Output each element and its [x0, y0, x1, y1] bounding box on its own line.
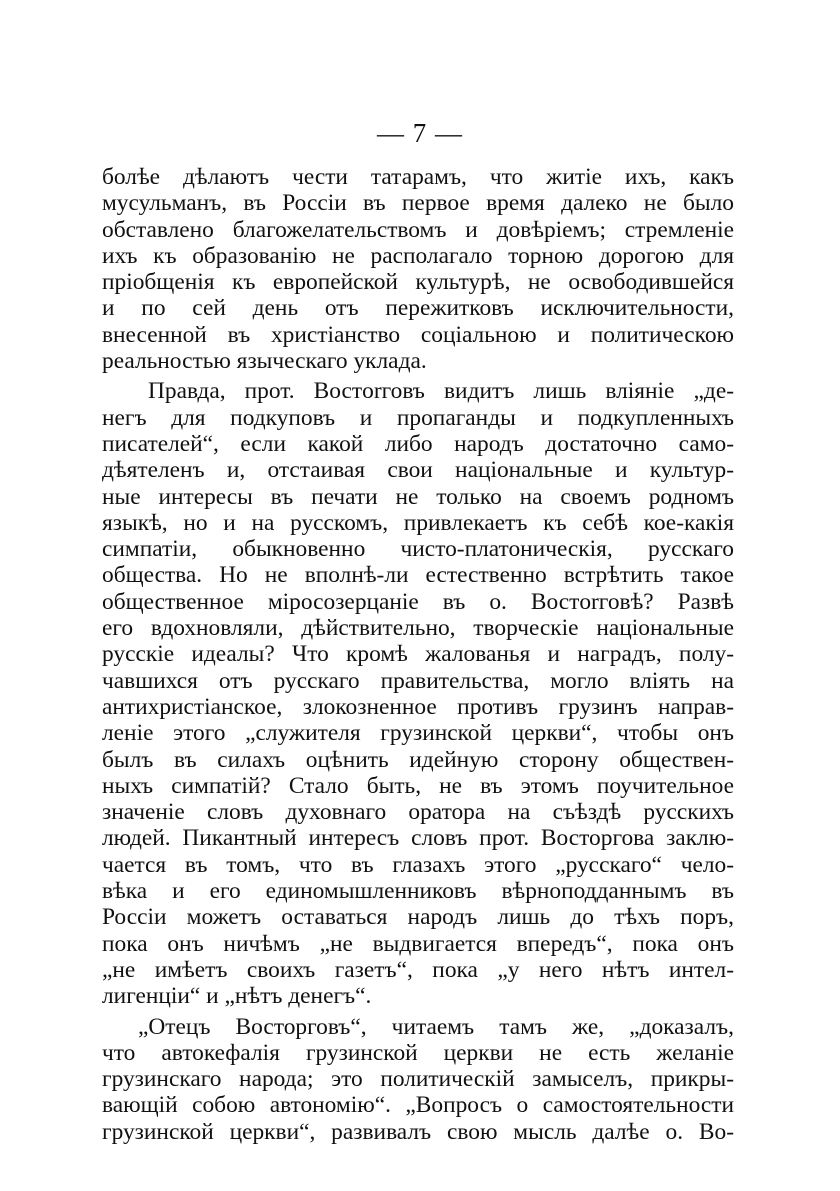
text-line: и по сей день отъ пережитковъ исключительности,: [102, 295, 734, 322]
paragraph-3: [102, 1014, 734, 1145]
text-line: ные интересы въ печати не только на своемъ родномъ: [102, 483, 734, 510]
text-line: болѣе дѣлаютъ чести татарамъ, что житіе ихъ, какъ: [102, 164, 734, 190]
text-line: былъ въ силахъ оцѣнить идейную сторону обществен-: [102, 746, 734, 773]
paragraph-1: [102, 164, 734, 374]
text-line: дѣятеленъ и, отстаивая свои національные и культур-: [102, 457, 734, 484]
text-line: ныхъ симпатій? Стало быть, не въ этомъ поучительное: [102, 772, 734, 799]
text-line: грузинскаго народа; это политическій замыселъ, прикры-: [102, 1066, 734, 1093]
text-line: „не имѣетъ своихъ газетъ“, пока „у него нѣтъ интел-: [102, 956, 734, 983]
text-line: русскіе идеалы? Что кромѣ жалованья и наградъ, полу-: [102, 641, 734, 668]
text-line: людей. Пикантный интересъ словъ прот. Восторгова заклю-: [102, 825, 734, 852]
text-line: пріобщенія къ европейской культурѣ, не освободившейся: [102, 269, 734, 296]
body-text: [102, 164, 734, 1145]
text-line: значеніе словъ духовнаго оратора на съѣздѣ русскихъ: [102, 799, 734, 826]
text-line: лигенціи“ и „нѣтъ денегъ“.: [102, 983, 372, 1010]
text-line: леніе этого „служителя грузинской церкви“, чтобы онъ: [102, 720, 734, 747]
page-number: — 7 —: [377, 118, 463, 148]
paragraph-2: [102, 378, 734, 1009]
text-line: „Отецъ Восторговъ“, читаемъ тамъ же, „доказалъ,: [138, 1013, 734, 1040]
text-line: вѣка и его единомышленниковъ вѣрноподданнымъ въ: [102, 878, 734, 905]
text-line: пока онъ ничѣмъ „не выдвигается впередъ“, пока онъ: [102, 930, 734, 957]
text-line: негъ для подкуповъ и пропаганды и подкупленныхъ: [102, 404, 734, 431]
text-line: что автокефалія грузинской церкви не есть желаніе: [102, 1039, 734, 1066]
text-line: языкѣ, но и на русскомъ, привлекаетъ къ себѣ кое-какія: [102, 509, 734, 536]
text-line: его вдохновляли, дѣйствительно, творческіе національные: [102, 615, 734, 642]
text-line: реальностью языческаго уклада.: [102, 348, 427, 375]
text-line: Правда, прот. Востorговъ видитъ лишь вліяніе „де-: [148, 378, 734, 405]
text-line: чавшихся отъ русскаго правительства, могло вліять на: [102, 667, 734, 694]
text-line: грузинской церкви“, развивалъ свою мысль далѣе о. Во-: [102, 1118, 734, 1145]
text-line: внесенной въ христіанство соціальною и политическою: [102, 321, 734, 348]
text-line: обставлено благожелательствомъ и довѣріемъ; стремленіе: [102, 216, 734, 243]
text-line: писателей“, если какой либо народъ достаточно само-: [102, 430, 734, 457]
text-line: ихъ къ образованію не располагало торною дорогою для: [102, 242, 734, 269]
text-line: чается въ томъ, что въ глазахъ этого „русскаго“ чело-: [102, 851, 734, 878]
text-line: общества. Но не вполнѣ-ли естественно встрѣтить такое: [102, 562, 734, 589]
text-line: мусульманъ, въ Россіи въ первое время далеко не было: [102, 190, 734, 217]
text-line: вающій собою автономію“. „Вопросъ о самостоятельности: [102, 1092, 734, 1119]
text-line: общественное міросозерцаніе въ о. Востorговѣ? Развѣ: [102, 588, 734, 615]
text-line: антихристіанское, злокозненное противъ грузинъ направ-: [102, 693, 734, 720]
text-line: Россіи можетъ оставаться народъ лишь до тѣхъ поръ,: [102, 904, 734, 931]
text-line: симпатіи, обыкновенно чисто-платоническія, русскаго: [102, 536, 734, 563]
